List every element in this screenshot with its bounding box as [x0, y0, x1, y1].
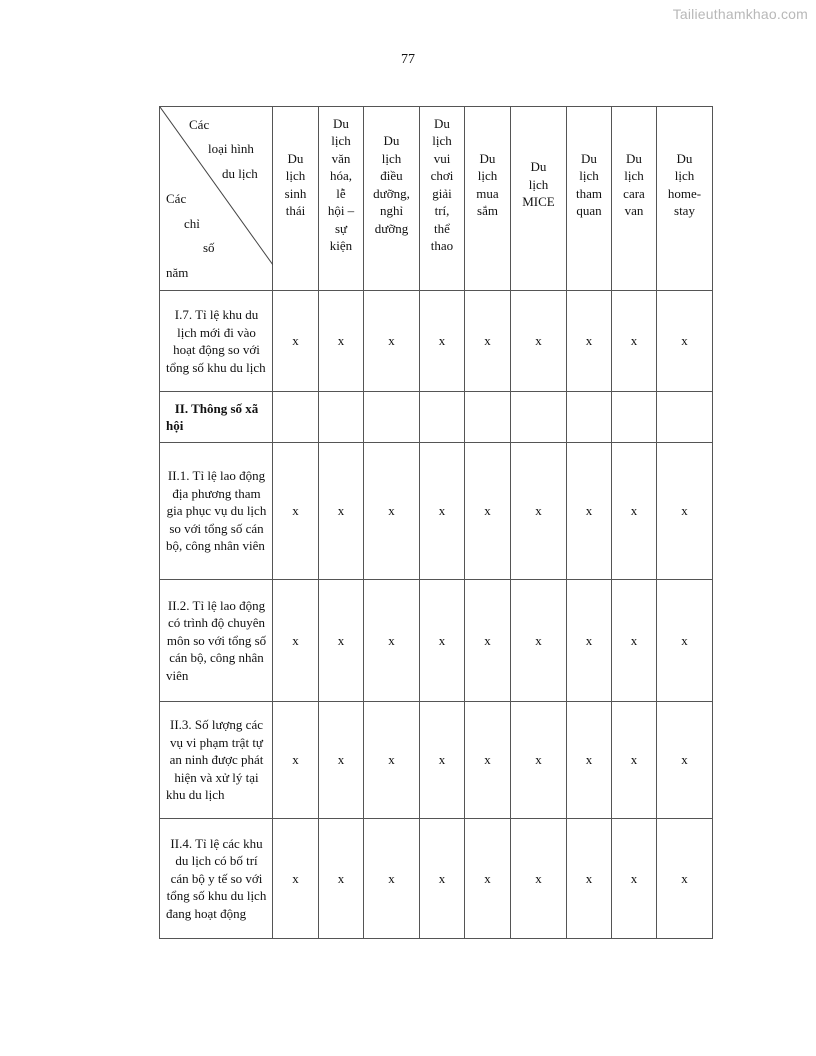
corner-label-types-3: du lịch	[222, 166, 258, 181]
col-header-resort-tourism	[364, 107, 420, 291]
table-cell: x	[465, 702, 511, 819]
corner-header-cell	[160, 107, 273, 291]
table-row	[160, 819, 713, 939]
table-cell: x	[420, 580, 465, 702]
table-cell: x	[364, 702, 420, 819]
table-cell: x	[319, 702, 364, 819]
table-cell	[465, 392, 511, 443]
table-row-section-heading	[160, 392, 713, 443]
header-row	[160, 107, 713, 291]
table-cell: x	[465, 443, 511, 580]
col-header-caravan-tourism	[612, 107, 657, 291]
table-cell: x	[612, 443, 657, 580]
table-cell: x	[319, 819, 364, 939]
corner-label-types-2: loại hình	[208, 141, 254, 156]
table-cell: x	[657, 819, 713, 939]
col-header-label: Du lịch home- stay	[667, 150, 702, 218]
table-cell: x	[420, 291, 465, 392]
col-header-label: Du lịch MICE	[522, 159, 555, 210]
table-cell: x	[364, 580, 420, 702]
table-cell	[612, 392, 657, 443]
table-row	[160, 291, 713, 392]
table-cell: x	[511, 702, 567, 819]
table-cell	[511, 392, 567, 443]
table-cell	[567, 392, 612, 443]
table-cell: x	[319, 443, 364, 580]
col-header-label: Du lịch mua sắm	[476, 150, 499, 218]
table-cell: x	[420, 819, 465, 939]
table-row	[160, 443, 713, 580]
table-cell: x	[420, 702, 465, 819]
table-cell: x	[657, 702, 713, 819]
col-header-label: Du lịch cara van	[623, 150, 645, 218]
table-row	[160, 702, 713, 819]
col-header-mice-tourism	[511, 107, 567, 291]
table-cell: x	[465, 580, 511, 702]
corner-label-types-1: Các	[189, 117, 210, 132]
table-cell: x	[273, 819, 319, 939]
table-cell: x	[465, 291, 511, 392]
col-header-entertainment-tourism	[420, 107, 465, 291]
col-header-homestay-tourism	[657, 107, 713, 291]
row-label: I.7. Tỉ lệ khu du lịch mới đi vào hoạt động so với tổng số khu du lịch	[160, 291, 273, 392]
table-cell: x	[319, 291, 364, 392]
row-label: II.4. Tỉ lệ các khu du lịch có bố trí cán bộ y tế so với tổng số khu du lịch đang hoạt động	[160, 819, 273, 939]
corner-label-indicators-1: Các	[166, 191, 187, 206]
table-cell: x	[511, 580, 567, 702]
table-cell: x	[465, 819, 511, 939]
col-header-cultural-tourism	[319, 107, 364, 291]
indicator-table	[159, 106, 713, 939]
row-label: II.3. Số lượng các vụ vi phạm trật tự an ninh được phát hiện và xử lý tại khu du lịch	[160, 702, 273, 819]
row-label: II.1. Tỉ lệ lao động địa phương tham gia phục vụ du lịch so với tổng số cán bộ, công nhân viên	[160, 443, 273, 580]
section-heading-label: II. Thông số xã hội	[160, 392, 273, 443]
watermark-text: Tailieuthamkhao.com	[672, 6, 808, 22]
table-cell: x	[273, 580, 319, 702]
table-cell: x	[273, 443, 319, 580]
table-cell: x	[511, 443, 567, 580]
table-cell	[420, 392, 465, 443]
table-cell: x	[511, 291, 567, 392]
table-row	[160, 580, 713, 702]
col-header-sightseeing-tourism	[567, 107, 612, 291]
corner-label-indicators-3: số	[203, 240, 215, 255]
table-cell: x	[657, 580, 713, 702]
col-header-label: Du lịch vui chơi giải trí, thể thao	[430, 115, 454, 253]
corner-label-year: năm	[166, 265, 189, 280]
col-header-label: Du lịch điều dưỡng, nghỉ dưỡng	[373, 133, 410, 236]
table-cell	[319, 392, 364, 443]
table-cell: x	[657, 291, 713, 392]
table-cell: x	[612, 819, 657, 939]
table-cell: x	[511, 819, 567, 939]
table-cell: x	[612, 291, 657, 392]
table-cell	[657, 392, 713, 443]
table-cell: x	[612, 702, 657, 819]
col-header-shopping-tourism	[465, 107, 511, 291]
table-cell: x	[567, 580, 612, 702]
table-cell: x	[420, 443, 465, 580]
page-number: 77	[401, 52, 415, 67]
table-cell: x	[364, 819, 420, 939]
corner-label-indicators-2: chỉ	[184, 216, 200, 231]
table-cell: x	[567, 702, 612, 819]
table-cell: x	[567, 443, 612, 580]
table-cell: x	[319, 580, 364, 702]
col-header-label: Du lịch tham quan	[576, 150, 602, 218]
table-cell: x	[612, 580, 657, 702]
table-cell: x	[657, 443, 713, 580]
table-cell: x	[273, 702, 319, 819]
col-header-eco-tourism	[273, 107, 319, 291]
col-header-label: Du lịch văn hóa, lễ hội – sự kiện	[327, 115, 355, 253]
table-cell: x	[364, 291, 420, 392]
table-cell	[273, 392, 319, 443]
table-cell	[364, 392, 420, 443]
row-label: II.2. Tỉ lệ lao động có trình độ chuyên môn so với tổng số cán bộ, công nhân viên	[160, 580, 273, 702]
col-header-label: Du lịch sinh thái	[284, 150, 307, 218]
table-cell: x	[364, 443, 420, 580]
table-cell: x	[567, 819, 612, 939]
table-cell: x	[567, 291, 612, 392]
table-cell: x	[273, 291, 319, 392]
